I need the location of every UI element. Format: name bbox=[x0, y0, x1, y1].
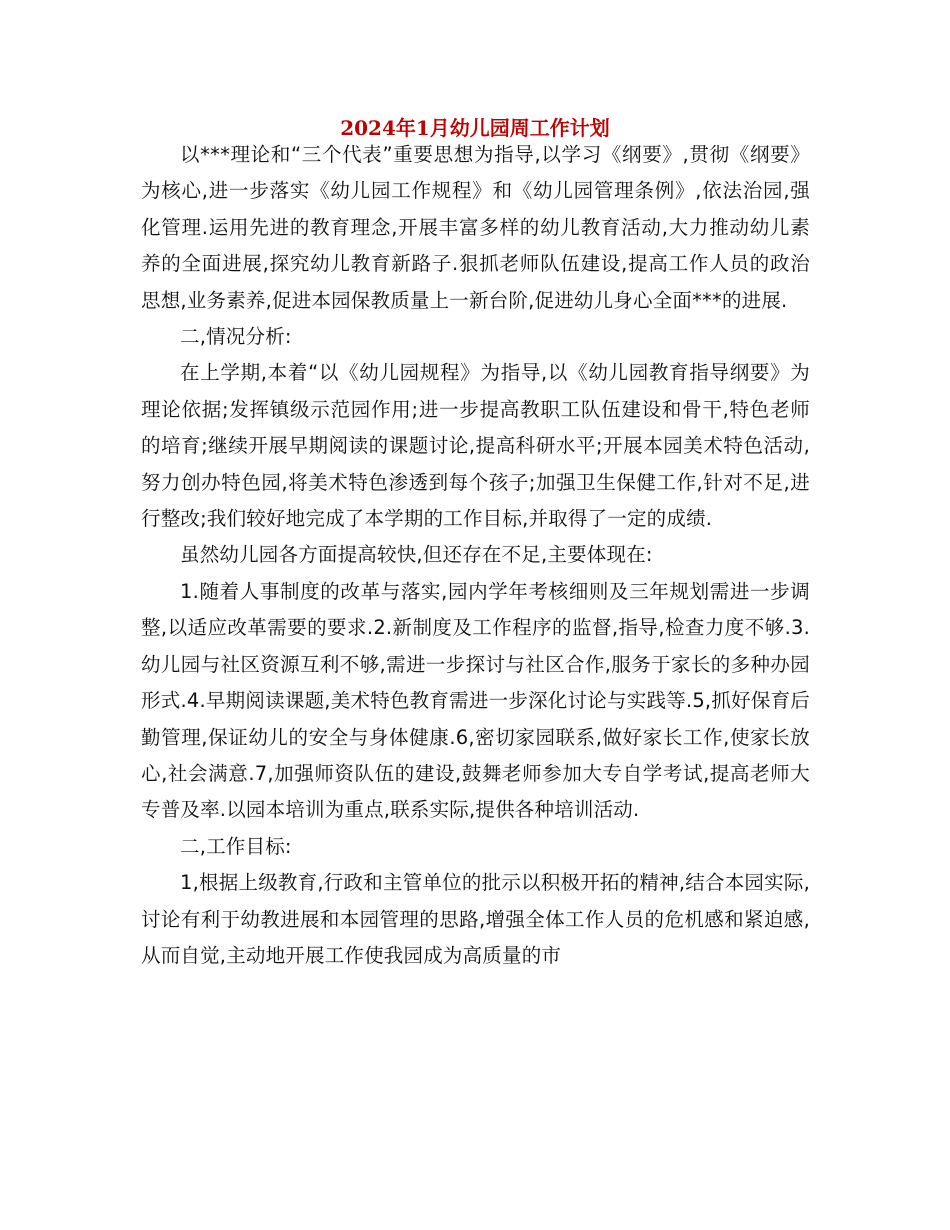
document-title: 2024年1月幼儿园周工作计划 bbox=[340, 116, 610, 140]
paragraph-shortcomings-intro: 虽然幼儿园各方面提高较快,但还存在不足,主要体现在: bbox=[180, 543, 653, 567]
paragraph-last-semester: 在上学期,本着“以《幼儿园规程》为指导,以《幼儿园教育指导纲要》为理论依据;发挥镇级示范园作用;进一步提高教职工队伍建设和骨干,特色老师的培育;继续开展早期阅读的课题讨论,提高科研水平;开展本园美术特色活动,努力创办特色园,将美术特色渗透到每个孩子;加强卫生保健工作,针对不足,进行整改;我们较好地完成了本学期的工作目标,并取得了一定的成绩. bbox=[141, 361, 810, 531]
paragraph-goal-1: 1,根据上级教育,行政和主管单位的批示以积极开拓的精神,结合本园实际,讨论有利于幼教进展和本园管理的思路,增强全体工作人员的危机感和紧迫感,从而自觉,主动地开展工作使我园成为高质量的市 bbox=[141, 871, 810, 967]
paragraph-guiding-ideology: 以***理论和“三个代表”重要思想为指导,以学习《纲要》,贯彻《纲要》为核心,进一步落实《幼儿园工作规程》和《幼儿园管理条例》,依法治园,强化管理.运用先进的教育理念,开展丰富多样的幼儿教育活动,大力推动幼儿素养的全面进展,探究幼儿教育新路子.狠抓老师队伍建设,提高工作人员的政治思想,业务素养,促进本园保教质量上一新台阶,促进幼儿身心全面***的进展. bbox=[141, 143, 810, 312]
heading-work-goals: 二,工作目标: bbox=[180, 834, 292, 858]
paragraph-shortcomings-list: 1.随着人事制度的改革与落实,园内学年考核细则及三年规划需进一步调整,以适应改革需要的要求.2.新制度及工作程序的监督,指导,检查力度不够.3.幼儿园与社区资源互利不够,需进一步探讨与社区合作,服务于家长的多种办园形式.4.早期阅读课题,美术特色教育需进一步深化讨论与实践等.5,抓好保育后勤管理,保证幼儿的安全与身体健康.6,密切家园联系,做好家长工作,使家长放心,社会满意.7,加强师资队伍的建设,鼓舞老师参加大专自学考试,提高老师大专普及率.以园本培训为重点,联系实际,提供各种培训活动. bbox=[141, 579, 810, 822]
heading-situation-analysis: 二,情况分析: bbox=[180, 325, 292, 349]
document-body bbox=[141, 137, 810, 974]
